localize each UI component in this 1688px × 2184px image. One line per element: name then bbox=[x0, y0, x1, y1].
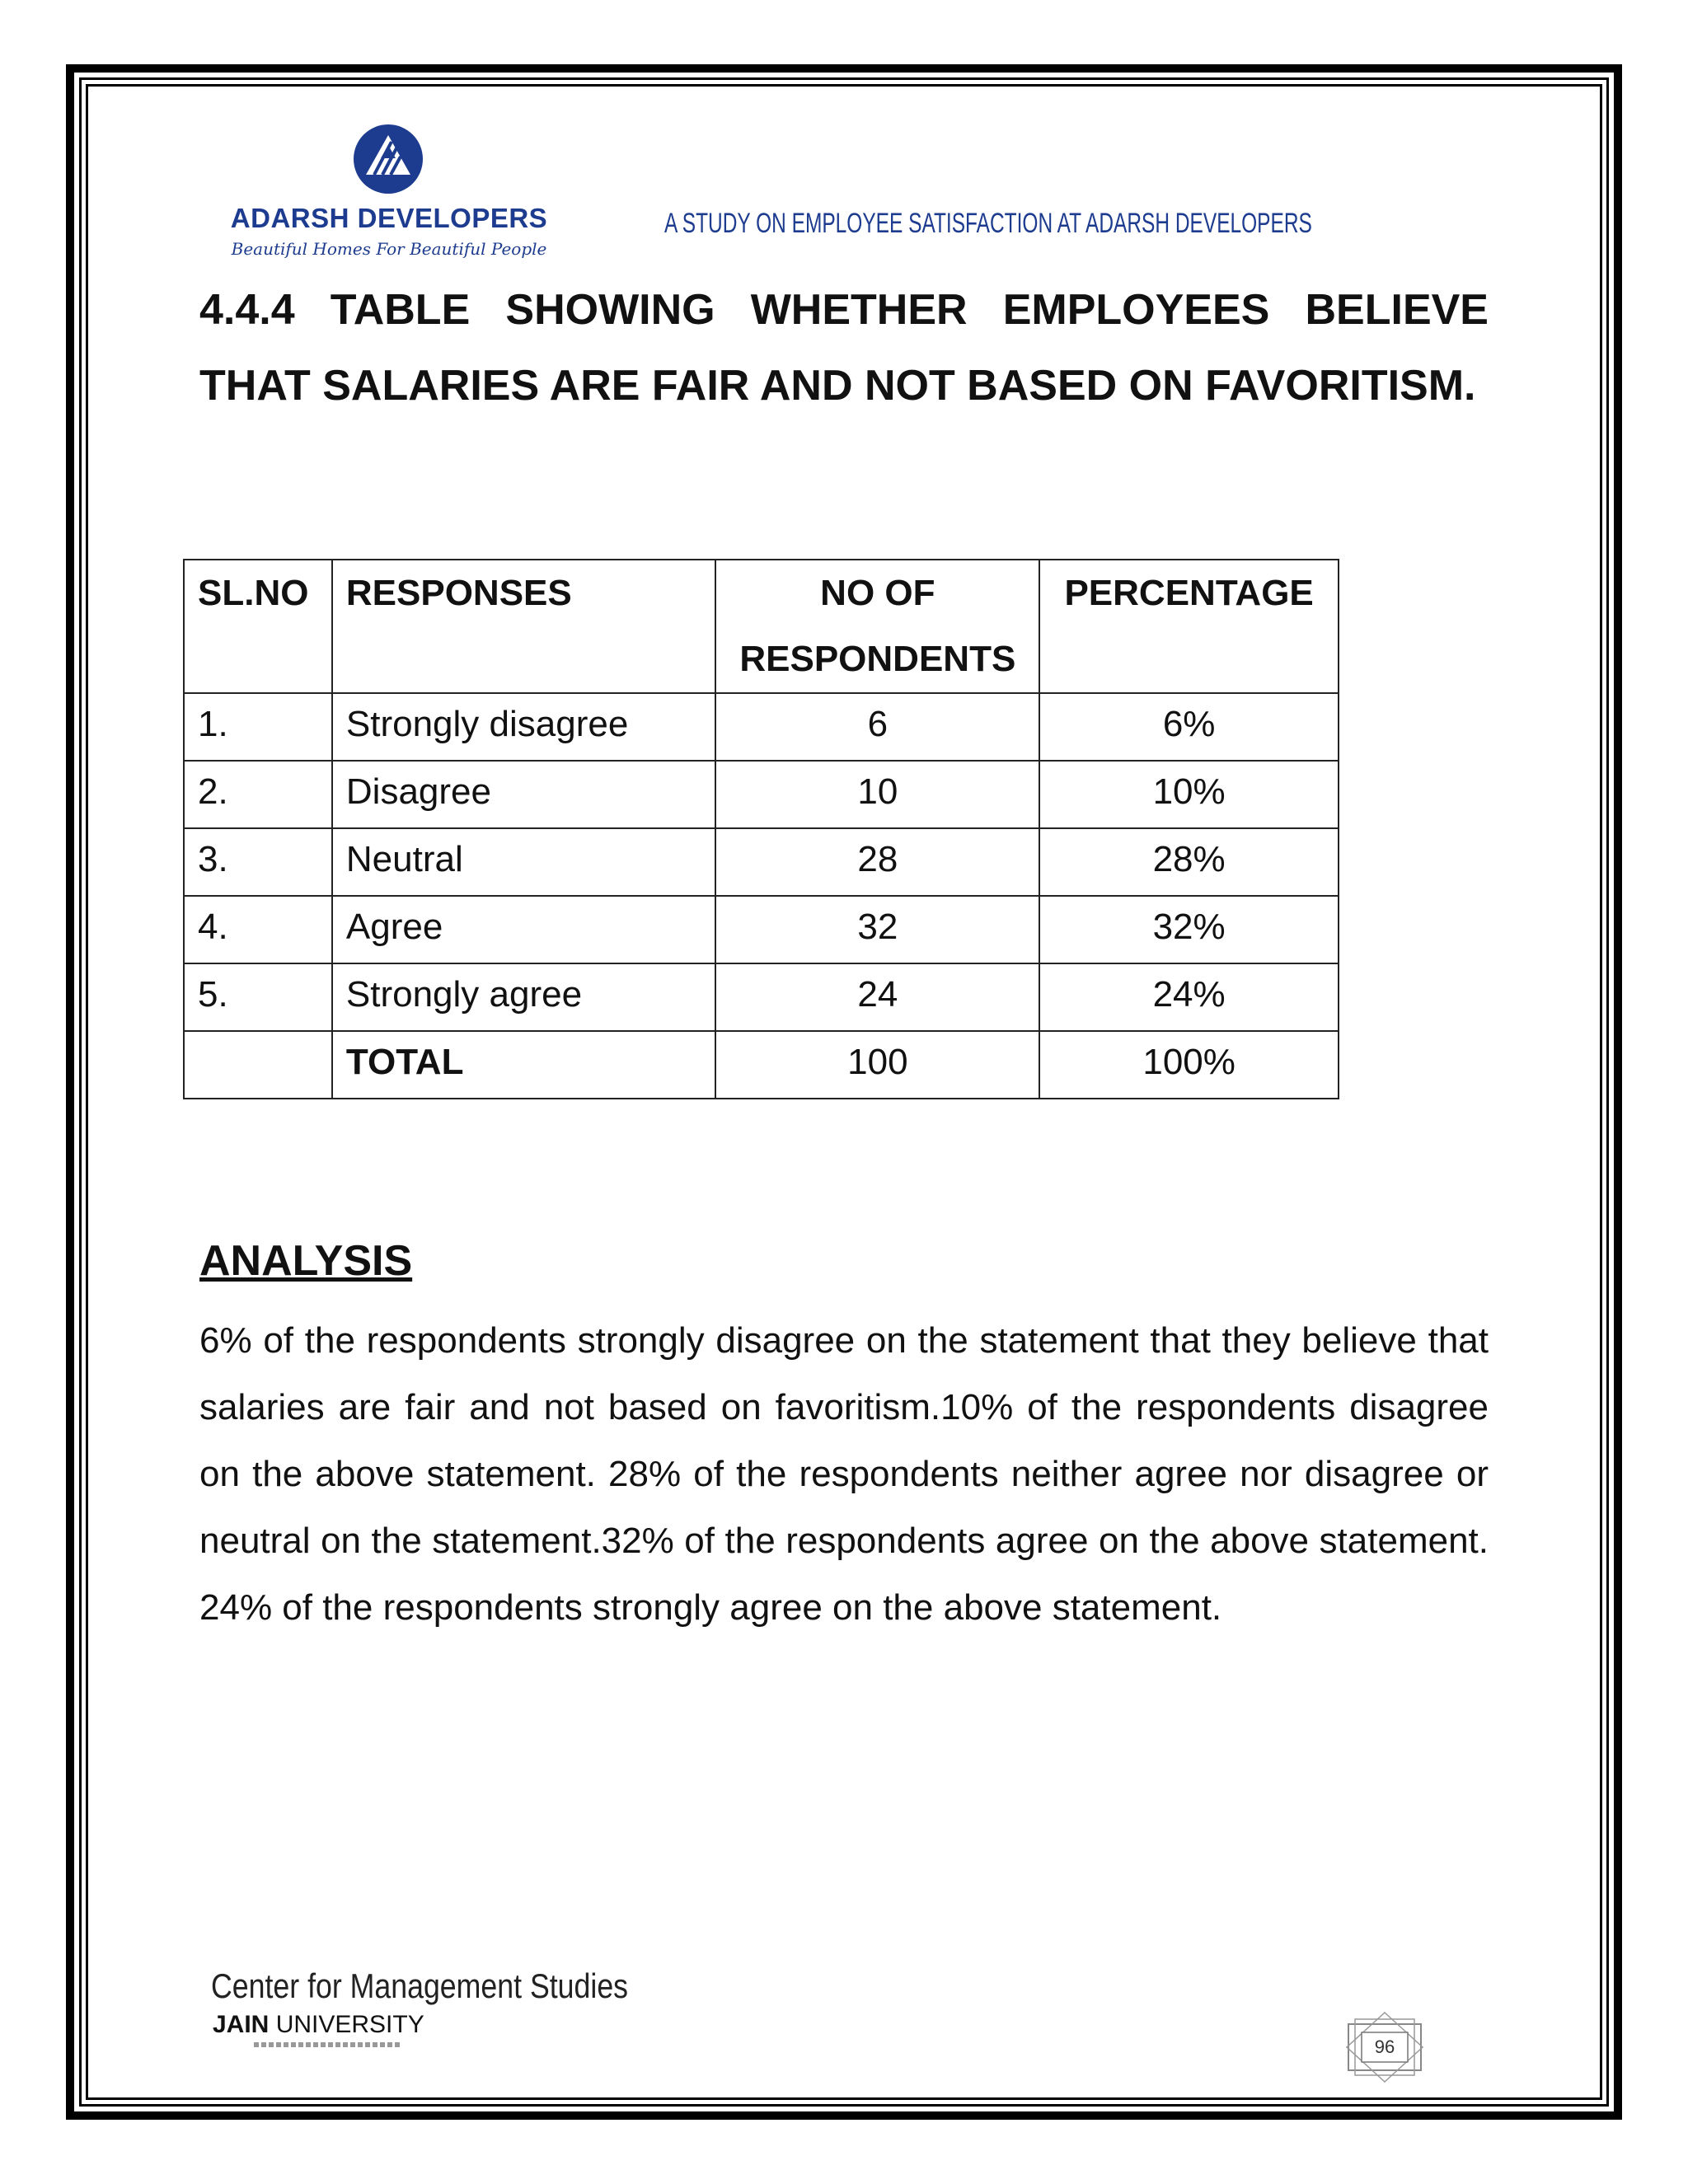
logo-tagline: Beautiful Homes For Beautiful People bbox=[231, 239, 547, 259]
cell-percent: 32% bbox=[1039, 896, 1339, 963]
adarsh-emblem-icon bbox=[353, 124, 424, 194]
cell-count: 28 bbox=[715, 828, 1039, 896]
table-row bbox=[184, 828, 1339, 896]
cell-sl-no bbox=[184, 1031, 332, 1099]
cell-sl-no: 1. bbox=[184, 693, 332, 761]
page-number: 96 bbox=[1374, 2036, 1395, 2057]
analysis-paragraph: 6% of the respondents strongly disagree on the statement that they believe that salaries are fair and not based on favoritism.10% of the respondents disagree on the above statement. 28% of the respondents neither agree nor disagree or neutral on the statement.32% of the respondents agree on the above statement. 24% of the respondents strongly agree on the above statement. bbox=[199, 1320, 1489, 1628]
cell-sl-no: 4. bbox=[184, 896, 332, 963]
cell-count: 24 bbox=[715, 963, 1039, 1031]
logo-name: ADARSH DEVELOPERS bbox=[230, 203, 548, 233]
table-total-row bbox=[184, 1031, 1339, 1099]
header-responses: RESPONSES bbox=[332, 560, 716, 693]
cell-count: 32 bbox=[715, 896, 1039, 963]
cell-percent: 10% bbox=[1039, 761, 1339, 828]
table-row bbox=[184, 693, 1339, 761]
study-title: A STUDY ON EMPLOYEE SATISFACTION AT ADARSH DEVELOPERS bbox=[664, 208, 1312, 239]
cell-percent: 6% bbox=[1039, 693, 1339, 761]
cell-percent: 28% bbox=[1039, 828, 1339, 896]
cell-response: Agree bbox=[332, 896, 716, 963]
adarsh-logo bbox=[224, 124, 554, 264]
page-number-badge bbox=[1343, 2011, 1426, 2083]
table-heading: 4.4.4 TABLE SHOWING WHETHER EMPLOYEES BELIEVE THAT SALARIES ARE FAIR AND NOT BASED ON FAVORITISM. bbox=[199, 286, 1489, 410]
footer-center-name: Center for Management Studies bbox=[211, 1966, 629, 2005]
header-sl-no: SL.NO bbox=[184, 560, 332, 693]
cell-sl-no: 2. bbox=[184, 761, 332, 828]
cell-sl-no: 5. bbox=[184, 963, 332, 1031]
header-percentage: PERCENTAGE bbox=[1039, 560, 1339, 693]
analysis-title: ANALYSIS bbox=[199, 1237, 413, 1285]
footer-university-bold: JAIN bbox=[213, 2011, 270, 2038]
responses-table bbox=[183, 559, 1339, 1099]
cell-response: Neutral bbox=[332, 828, 716, 896]
table-row bbox=[184, 896, 1339, 963]
cell-response: Strongly disagree bbox=[332, 693, 716, 761]
cell-count: 10 bbox=[715, 761, 1039, 828]
cell-total-label: TOTAL bbox=[332, 1031, 716, 1099]
table-row bbox=[184, 761, 1339, 828]
table-header-row bbox=[184, 560, 1339, 693]
cell-sl-no: 3. bbox=[184, 828, 332, 896]
header-no-of-respondents: NO OF RESPONDENTS bbox=[715, 560, 1039, 693]
cell-total-count: 100 bbox=[715, 1031, 1039, 1099]
footer-university bbox=[213, 2011, 424, 2039]
table-row bbox=[184, 963, 1339, 1031]
cell-response: Disagree bbox=[332, 761, 716, 828]
footer-university-rest: UNIVERSITY bbox=[269, 2011, 424, 2038]
cell-total-percent: 100% bbox=[1039, 1031, 1339, 1099]
cell-response: Strongly agree bbox=[332, 963, 716, 1031]
footer-fine-print bbox=[254, 2042, 402, 2047]
cell-count: 6 bbox=[715, 693, 1039, 761]
cell-percent: 24% bbox=[1039, 963, 1339, 1031]
